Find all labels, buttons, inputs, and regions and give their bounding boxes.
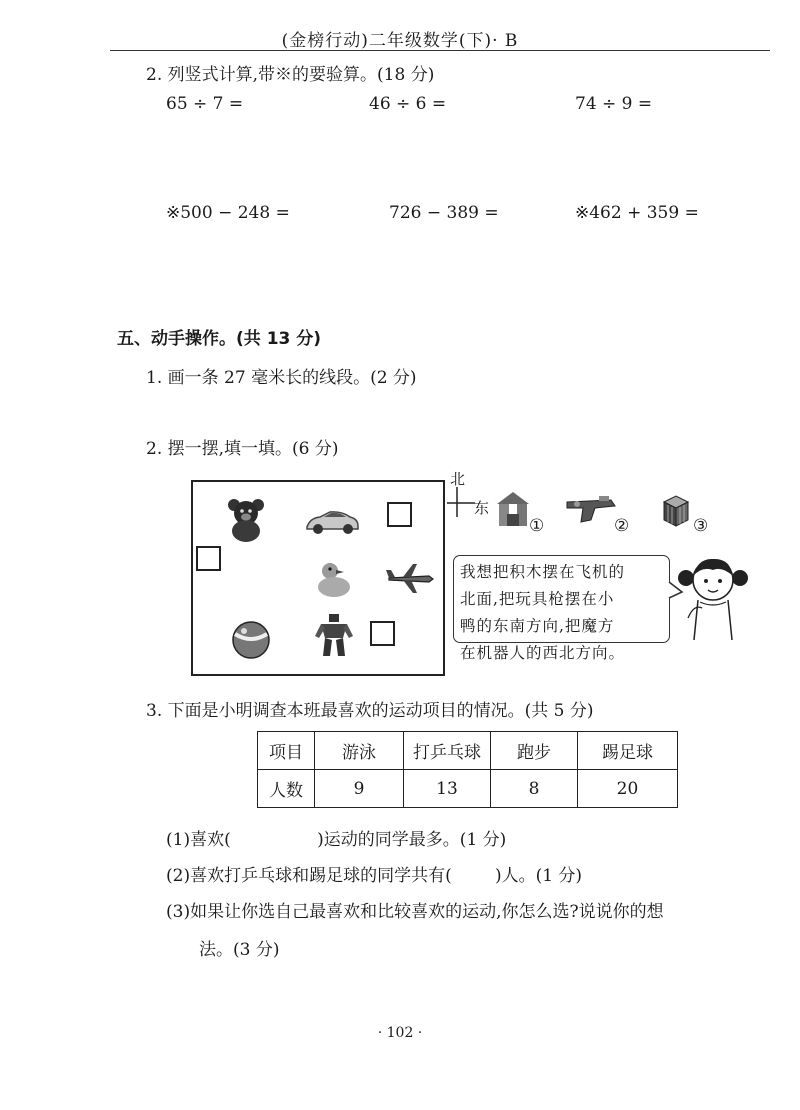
table-row — [258, 770, 678, 808]
toy-gun-icon — [565, 494, 619, 528]
expression-46-div-6: 46 ÷ 6 = — [369, 94, 447, 114]
speech-bubble — [453, 555, 670, 662]
sub-question-3-continued: 法。(3 分) — [199, 940, 280, 960]
speech-line: 鸭的东南方向,把魔方 — [460, 617, 615, 635]
expression-462-plus-359: ※462 + 359 = — [575, 203, 699, 223]
compass-east-label: 东 — [474, 499, 490, 517]
table-header-row — [258, 732, 678, 770]
section-5-question-3: 3. 下面是小明调查本班最喜欢的运动项目的情况。(共 5 分) — [146, 701, 594, 721]
toy-car-icon — [304, 509, 360, 535]
question-2-label: 2. 列竖式计算,带※的要验算。(18 分) — [146, 65, 435, 85]
table-cell: 8 — [491, 770, 578, 808]
compass-cross-icon — [447, 485, 477, 521]
page-number: · 102 · — [377, 1025, 423, 1041]
table-cell: 跑步 — [491, 732, 578, 770]
expression-74-div-9: 74 ÷ 9 = — [575, 94, 653, 114]
header-divider — [110, 50, 770, 51]
expression-500-minus-248: ※500 − 248 = — [166, 203, 290, 223]
toy-airplane-icon — [385, 562, 435, 596]
table-cell: 打乒乓球 — [404, 732, 491, 770]
toy-duck-icon — [314, 560, 354, 598]
sub-question-2: (2)喜欢打乒乓球和踢足球的同学共有( )人。(1 分) — [166, 866, 583, 886]
answer-square-top-right[interactable] — [387, 502, 412, 527]
compass-north-label: 北 — [450, 470, 466, 488]
table-cell: 踢足球 — [578, 732, 678, 770]
page-header-title: (金榜行动)二年级数学(下)· B — [281, 31, 519, 51]
expression-726-minus-389: 726 − 389 = — [389, 203, 499, 223]
answer-square-left[interactable] — [196, 546, 221, 571]
speech-line: 在机器人的西北方向。 — [460, 644, 626, 662]
speech-line: 北面,把玩具枪摆在小 — [460, 590, 615, 608]
expression-65-div-7: 65 ÷ 7 = — [166, 94, 244, 114]
building-blocks-icon — [493, 490, 533, 528]
sub-question-3: (3)如果让你选自己最喜欢和比较喜欢的运动,你怎么选?说说你的想 — [166, 902, 664, 922]
speech-line: 我想把积木摆在飞机的 — [460, 563, 626, 581]
answer-square-bottom-right[interactable] — [370, 621, 395, 646]
ball-icon — [231, 620, 271, 660]
robot-icon — [313, 612, 355, 660]
section-5-question-1: 1. 画一条 27 毫米长的线段。(2 分) — [146, 368, 417, 388]
teddy-bear-icon — [222, 497, 270, 543]
item-1-number: ① — [529, 516, 545, 536]
sub-question-1: (1)喜欢( )运动的同学最多。(1 分) — [166, 830, 507, 850]
section-5-title: 五、动手操作。(共 13 分) — [117, 329, 322, 349]
rubiks-cube-icon — [660, 494, 692, 528]
girl-character-icon — [676, 548, 750, 644]
table-cell: 项目 — [258, 732, 315, 770]
table-cell: 人数 — [258, 770, 315, 808]
table-cell: 13 — [404, 770, 491, 808]
table-cell: 9 — [315, 770, 404, 808]
sports-survey-table — [257, 731, 678, 808]
table-cell: 游泳 — [315, 732, 404, 770]
table-cell: 20 — [578, 770, 678, 808]
item-2-number: ② — [614, 516, 630, 536]
item-3-number: ③ — [693, 516, 709, 536]
section-5-question-2: 2. 摆一摆,填一填。(6 分) — [146, 439, 339, 459]
